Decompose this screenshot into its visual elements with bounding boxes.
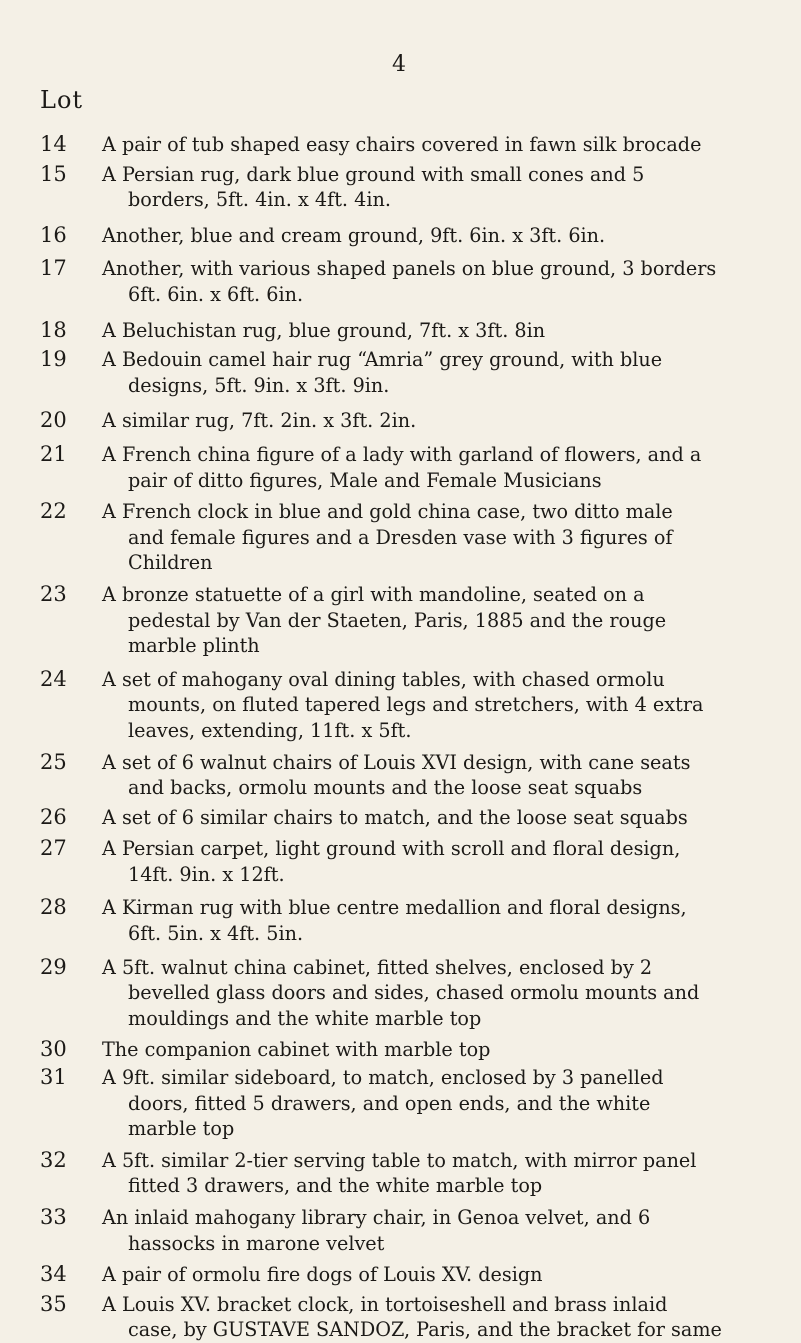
- lot-number: 14: [40, 132, 67, 156]
- lot-description: [102, 1292, 792, 1343]
- lot-description-line: mouldings and the white marble top: [128, 1006, 482, 1030]
- lot-description-line: leaves, extending, 11ft. x 5ft.: [128, 718, 412, 742]
- lot-entry: [0, 223, 801, 249]
- lot-description-line: A pair of tub shaped easy chairs covered in fawn silk brocade: [102, 133, 702, 156]
- lot-number: 17: [40, 256, 67, 281]
- lot-description-line: marble plinth: [128, 634, 260, 658]
- lot-entry: [0, 895, 801, 946]
- lot-description: [102, 499, 792, 576]
- lot-entry: [0, 667, 801, 744]
- lot-entry: [0, 132, 801, 158]
- lot-description-line: An inlaid mahogany library chair, in Genoa velvet, and 6: [102, 1206, 651, 1230]
- lot-description: [102, 1148, 792, 1199]
- lot-description-line: A Persian carpet, light ground with scroll and floral design,: [102, 837, 681, 861]
- lot-description-line: A Louis XV. bracket clock, in tortoiseshell and brass inlaid: [102, 1292, 668, 1316]
- lot-number: 30: [40, 1037, 67, 1062]
- lot-description: [102, 955, 792, 1032]
- lot-description-line: hassocks in marone velvet: [128, 1231, 385, 1255]
- lot-entry: [0, 955, 801, 1032]
- lot-description-line: 14ft. 9in. x 12ft.: [128, 862, 285, 886]
- lot-description: [102, 347, 792, 398]
- lot-description-line: marble top: [128, 1117, 235, 1141]
- lot-description-line: A pair of ormolu fire dogs of Louis XV. design: [102, 1263, 543, 1287]
- lot-description: [102, 408, 792, 434]
- lot-description: [102, 1037, 792, 1063]
- lot-description: [102, 132, 792, 158]
- lot-description-line: Another, with various shaped panels on blue ground, 3 borders: [102, 257, 717, 281]
- lot-entry: [0, 582, 801, 659]
- lot-description-line: A set of 6 similar chairs to match, and the loose seat squabs: [102, 805, 688, 829]
- lot-description: [102, 256, 792, 307]
- lot-entry: [0, 408, 801, 434]
- lot-description: [102, 836, 792, 887]
- lot-description-line: doors, fitted 5 drawers, and open ends, and the white: [128, 1091, 651, 1115]
- lot-number: 20: [40, 408, 67, 433]
- lot-entry: [0, 750, 801, 801]
- lot-description-line: A French china figure of a lady with garland of flowers, and a: [102, 442, 702, 466]
- lot-entry: [0, 162, 801, 213]
- lot-number: 26: [40, 804, 67, 829]
- lot-column-heading: Lot: [40, 86, 84, 114]
- lot-description: [102, 223, 792, 249]
- lot-number: 19: [40, 347, 67, 372]
- lot-number: 16: [40, 222, 67, 247]
- lot-entry: [0, 805, 801, 831]
- lot-description-line: A similar rug, 7ft. 2in. x 3ft. 2in.: [102, 409, 417, 433]
- lot-description: [102, 1205, 792, 1256]
- lot-description: [102, 667, 792, 744]
- lot-description-line: Another, blue and cream ground, 9ft. 6in. x 3ft. 6in.: [102, 223, 606, 247]
- lot-number: 15: [40, 161, 67, 186]
- lot-description-line: mounts, on fluted tapered legs and stretchers, with 4 extra: [128, 693, 704, 717]
- lot-description-line: The companion cabinet with marble top: [102, 1038, 491, 1062]
- lot-number: 29: [40, 954, 67, 979]
- lot-description-line: fitted 3 drawers, and the white marble top: [128, 1174, 543, 1198]
- lot-description-line: A bronze statuette of a girl with mandoline, seated on a: [102, 582, 645, 606]
- lot-entry: [0, 1065, 801, 1142]
- lot-description-line: case, by GUSTAVE SANDOZ, Paris, and the bracket for same: [128, 1318, 722, 1342]
- lot-description-line: and female figures and a Dresden vase with 3 figures of: [128, 525, 673, 549]
- lot-entry: [0, 836, 801, 887]
- lot-number: 24: [40, 666, 67, 691]
- lot-entry: [0, 1037, 801, 1063]
- lot-entry: [0, 318, 801, 344]
- lot-description: [102, 895, 792, 946]
- lot-description: [102, 1262, 792, 1288]
- lot-number: 22: [40, 499, 67, 524]
- lot-entry: [0, 347, 801, 398]
- lot-description-line: A Bedouin camel hair rug “Amria” grey ground, with blue: [102, 348, 663, 372]
- lot-description-line: A 5ft. walnut china cabinet, fitted shelves, enclosed by 2: [102, 955, 653, 979]
- page-number: 4: [392, 52, 406, 77]
- lot-list: [0, 132, 801, 1343]
- lot-description-line: A 5ft. similar 2-tier serving table to match, with mirror panel: [102, 1148, 697, 1172]
- lot-description-line: Children: [128, 551, 213, 575]
- lot-description-line: A Kirman rug with blue centre medallion and floral designs,: [102, 896, 687, 920]
- lot-description-line: 6ft. 5in. x 4ft. 5in.: [128, 922, 304, 946]
- lot-description-line: 6ft. 6in. x 6ft. 6in.: [128, 282, 304, 306]
- lot-description-line: A French clock in blue and gold china case, two ditto male: [102, 500, 673, 524]
- lot-entry: [0, 1148, 801, 1199]
- lot-number: 23: [40, 581, 67, 606]
- lot-description-line: A Persian rug, dark blue ground with small cones and 5: [102, 162, 645, 186]
- lot-entry: [0, 499, 801, 576]
- lot-number: 31: [40, 1065, 67, 1090]
- lot-entry: [0, 442, 801, 493]
- lot-description: [102, 750, 792, 801]
- lot-description: [102, 1065, 792, 1142]
- lot-description-line: A set of mahogany oval dining tables, with chased ormolu: [102, 667, 665, 691]
- lot-number: 33: [40, 1205, 67, 1230]
- lot-number: 21: [40, 441, 67, 466]
- lot-description: [102, 805, 792, 831]
- lot-entry: [0, 1262, 801, 1288]
- lot-number: 25: [40, 749, 67, 774]
- lot-description: [102, 582, 792, 659]
- lot-description: [102, 318, 792, 344]
- lot-description-line: A set of 6 walnut chairs of Louis XVI design, with cane seats: [102, 750, 691, 774]
- lot-number: 34: [40, 1262, 67, 1287]
- lot-description-line: pair of ditto figures, Male and Female Musicians: [128, 468, 602, 492]
- lot-description-line: A Beluchistan rug, blue ground, 7ft. x 3ft. 8in: [102, 318, 546, 342]
- lot-description-line: and backs, ormolu mounts and the loose seat squabs: [128, 776, 643, 800]
- lot-number: 18: [40, 317, 67, 342]
- lot-description-line: bevelled glass doors and sides, chased ormolu mounts and: [128, 981, 700, 1005]
- lot-number: 28: [40, 895, 67, 920]
- lot-number: 32: [40, 1147, 67, 1172]
- lot-description-line: designs, 5ft. 9in. x 3ft. 9in.: [128, 373, 390, 397]
- lot-entry: [0, 256, 801, 307]
- lot-entry: [0, 1205, 801, 1256]
- lot-description-line: A 9ft. similar sideboard, to match, enclosed by 3 panelled: [102, 1066, 664, 1090]
- lot-description: [102, 442, 792, 493]
- lot-description-line: pedestal by Van der Staeten, Paris, 1885 and the rouge: [128, 608, 667, 632]
- lot-description-line: borders, 5ft. 4in. x 4ft. 4in.: [128, 188, 391, 212]
- lot-number: 35: [40, 1291, 67, 1316]
- lot-entry: [0, 1292, 801, 1343]
- lot-description: [102, 162, 792, 213]
- lot-number: 27: [40, 836, 67, 861]
